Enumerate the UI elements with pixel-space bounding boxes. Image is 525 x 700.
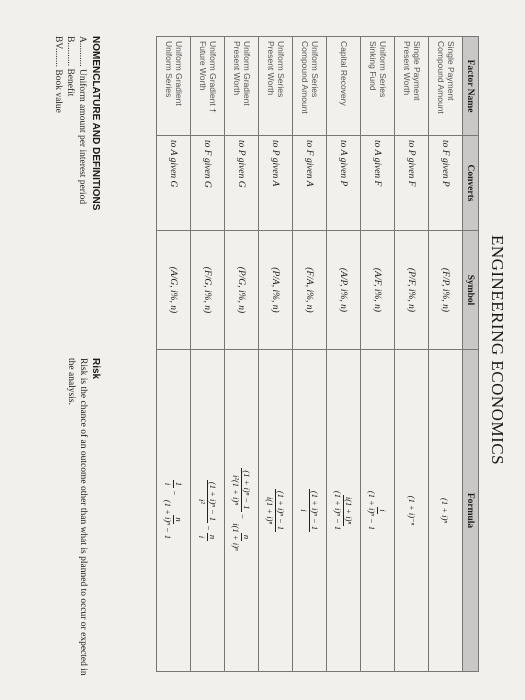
- factor-name-cell: [225, 37, 259, 136]
- factor-name-line: Uniform Series: [164, 41, 175, 98]
- table-header: [463, 37, 479, 672]
- factor-name-line: Present Worth: [266, 41, 277, 96]
- fraction-numerator: (1 + i)ⁿ − 1: [208, 481, 218, 522]
- factor-name-line: Present Worth: [232, 41, 243, 96]
- factor-name-cell: [361, 37, 395, 136]
- nomenclature-list: [52, 36, 88, 336]
- factor-name-line: Sinking Fund: [368, 41, 379, 91]
- nomenclature-dots: ..........: [77, 42, 87, 67]
- factor-name-cell: [191, 37, 225, 136]
- nomenclature-item: [76, 36, 88, 336]
- nomenclature-key: B: [65, 36, 75, 43]
- fraction: [299, 489, 320, 532]
- table-row: [259, 37, 293, 672]
- fraction-denominator: i²(1 + i)ⁿ: [231, 475, 241, 505]
- formula-cell: [429, 350, 463, 672]
- risk-heading: Risk: [90, 358, 101, 380]
- formula-cell: [327, 350, 361, 672]
- fraction-numerator: n: [208, 534, 218, 540]
- nomenclature-item: [52, 36, 64, 336]
- factor-name-line: Capital Recovery: [339, 41, 350, 106]
- table-row: [395, 37, 429, 672]
- header-symbol: Symbol: [463, 231, 479, 350]
- symbol-cell: (P/G, i%, n): [225, 231, 259, 350]
- converts-cell: to A given G: [157, 136, 191, 231]
- factor-name-cell: [259, 37, 293, 136]
- factor-table: [156, 36, 479, 672]
- converts-cell: to A given P: [327, 136, 361, 231]
- converts-cell: to F given P: [429, 136, 463, 231]
- symbol-cell: (P/A, i%, n): [259, 231, 293, 350]
- fraction-numerator: 1: [174, 481, 184, 487]
- fraction-numerator: i: [378, 509, 388, 512]
- fraction-denominator: i: [197, 535, 207, 539]
- header-row: [463, 37, 479, 672]
- nomenclature-heading: NOMENCLATURE AND DEFINITIONS: [90, 36, 101, 211]
- factor-name-line: Uniform Series: [276, 41, 287, 98]
- factor-name-cell: [327, 37, 361, 136]
- symbol-cell: (F/A, i%, n): [293, 231, 327, 350]
- risk-text: Risk is the chance of an outcome other than what is planned to occur or expected in the analysis.: [66, 358, 88, 676]
- factor-name-cell: [429, 37, 463, 136]
- nomenclature-dots: ........: [53, 47, 63, 67]
- fraction-denominator: (1 + i)ⁿ − 1: [163, 499, 173, 540]
- fraction: [333, 489, 354, 532]
- nomenclature-key: BV: [53, 36, 63, 48]
- fraction-denominator: i(1 + i)ⁿ: [265, 496, 275, 525]
- symbol-cell: (A/G, i%, n): [157, 231, 191, 350]
- factor-name-line: Compound Amount: [436, 41, 447, 114]
- fraction-numerator: (1 + i)ⁿ − 1: [310, 490, 320, 531]
- table-row: [293, 37, 327, 672]
- factor-name-line: Uniform Series: [310, 41, 321, 98]
- fraction: [163, 498, 184, 541]
- nomenclature-definition: Uniform amount per interest period: [77, 69, 87, 205]
- fraction-denominator: i: [299, 509, 309, 512]
- fraction-denominator: i²: [197, 499, 207, 504]
- page-title: ENGINEERING ECONOMICS: [488, 234, 507, 466]
- symbol-cell: (P/F, i%, n): [395, 231, 429, 350]
- formula-cell: [361, 350, 395, 672]
- fraction-numerator: i(1 + i)ⁿ: [344, 496, 354, 525]
- factor-name-cell: [395, 37, 429, 136]
- factor-name-line: Future Worth: [198, 41, 209, 91]
- factor-name-line: Single Payment: [412, 41, 423, 101]
- factor-name-cell: [157, 37, 191, 136]
- fraction-denominator: (1 + i)ⁿ − 1: [333, 490, 343, 531]
- fraction: [231, 521, 252, 552]
- formula-cell: [395, 350, 429, 672]
- nomenclature-item: [64, 36, 76, 336]
- fraction: [197, 533, 218, 541]
- fraction-numerator: n: [174, 517, 184, 522]
- formula-cell: [293, 350, 327, 672]
- formula-expression: (1 + i)⁻ⁿ: [407, 495, 417, 526]
- symbol-cell: (A/F, i%, n): [361, 231, 395, 350]
- nomenclature-section: [52, 36, 101, 336]
- factor-name-line: Uniform Gradient: [174, 41, 185, 106]
- formula-operator: −: [237, 513, 248, 520]
- factor-name-line: Present Worth: [402, 41, 413, 96]
- formula-cell: [157, 350, 191, 672]
- factor-name-line: Compound Amount: [300, 41, 311, 114]
- converts-cell: to P given F: [395, 136, 429, 231]
- converts-cell: to F given A: [293, 136, 327, 231]
- formula-operator: −: [169, 490, 180, 496]
- symbol-cell: (A/P, i%, n): [327, 231, 361, 350]
- fraction: [163, 480, 184, 488]
- risk-section: [65, 358, 101, 688]
- table-row: [191, 37, 225, 672]
- header-formula: Formula: [463, 350, 479, 672]
- nomenclature-definition: Benefit: [65, 68, 75, 97]
- fraction-denominator: i: [163, 482, 173, 486]
- fraction-numerator: n: [242, 534, 252, 540]
- header-converts: Converts: [463, 136, 479, 231]
- symbol-cell: (F/P, i%, n): [429, 231, 463, 350]
- factor-name-line: Uniform Gradient: [242, 41, 253, 106]
- converts-cell: to F given G: [191, 136, 225, 231]
- nomenclature-key: A: [77, 36, 87, 43]
- table-row: [429, 37, 463, 672]
- fraction-denominator: (1 + i)ⁿ − 1: [367, 490, 377, 531]
- table-row: [327, 37, 361, 672]
- fraction: [197, 480, 218, 523]
- formula-operator: −: [203, 525, 214, 531]
- fraction: [231, 468, 252, 511]
- symbol-cell: (F/G, i%, n): [191, 231, 225, 350]
- table-row: [157, 37, 191, 672]
- nomenclature-definition: Book value: [53, 69, 63, 113]
- table-body: [157, 37, 463, 672]
- formula-cell: [259, 350, 293, 672]
- converts-cell: to A given F: [361, 136, 395, 231]
- formula-expression: (1 + i)ⁿ: [440, 498, 451, 523]
- factor-name-cell: [293, 37, 327, 136]
- table-row: [361, 37, 395, 672]
- converts-cell: to P given A: [259, 136, 293, 231]
- fraction-denominator: i(1 + i)ⁿ: [231, 523, 241, 551]
- fraction: [367, 489, 388, 532]
- nomenclature-dots: ..........: [65, 42, 75, 67]
- formula-cell: [191, 350, 225, 672]
- fraction-numerator: (1 + i)ⁿ − 1: [276, 490, 286, 531]
- header-factor-name: Factor Name: [463, 37, 479, 136]
- factor-name-line: Single Payment: [446, 41, 457, 101]
- formula-cell: [225, 350, 259, 672]
- converts-cell: to P given G: [225, 136, 259, 231]
- factor-name-line: Uniform Series: [378, 41, 389, 98]
- fraction-numerator: (1 + i)ⁿ − 1: [242, 470, 252, 510]
- table-row: [225, 37, 259, 672]
- fraction: [265, 489, 286, 532]
- factor-name-line: Uniform Gradient †: [208, 41, 219, 113]
